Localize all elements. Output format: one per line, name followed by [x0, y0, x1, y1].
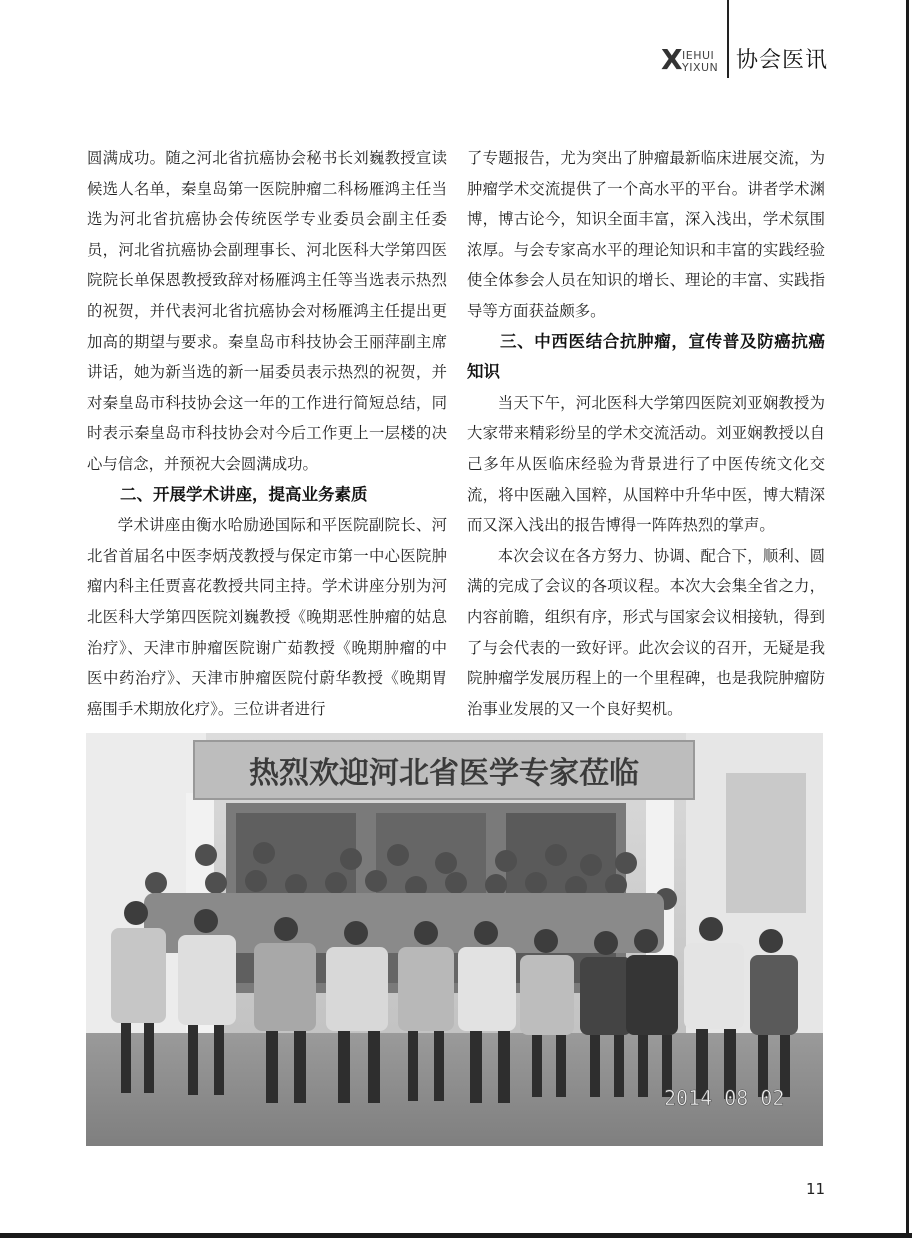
brand-line-1: IEHUI [682, 49, 715, 62]
page-number: 11 [806, 1180, 826, 1198]
group-photo [86, 733, 823, 1146]
left-paragraph-1: 圆满成功。随之河北省抗癌协会秘书长刘巍教授宣读候选人名单，秦皇岛第一医院肿瘤二科杨雁鸿主任当选为河北省抗癌协会传统医学专业委员会副主任委员，河北省抗癌协会副理事长、河北医科大学第四医院院长单保恩教授致辞对杨雁鸿主任等当选表示热烈的祝贺，并代表河北省抗癌协会对杨雁鸿主任提出更加高的期望与要求。秦皇岛市科技协会王丽萍副主席讲话，她为新当选的新一届委员表示热烈的祝贺，并对秦皇岛市科技协会这一年的工作进行简短总结，同时表示秦皇岛市科技协会对今后工作更上一层楼的决心与信念，并预祝大会圆满成功。 [87, 149, 447, 473]
banner-text: 热烈欢迎河北省医学专家莅临 [249, 756, 639, 791]
header-divider [727, 0, 729, 78]
right-paragraph-3: 本次会议在各方努力、协调、配合下，顺利、圆满的完成了会议的各项议程。本次大会集全省之力，内容前瞻，组织有序，形式与国家会议相接轨，得到了与会代表的一致好评。此次会议的召开，无疑是我院肿瘤学发展历程上的一个里程碑，也是我院肿瘤防治事业发展的又一个良好契机。 [467, 546, 825, 718]
page-border-right [906, 0, 909, 1238]
left-column [87, 143, 447, 724]
photo-date-stamp: 2014 08 02 [664, 1086, 785, 1110]
right-column [467, 143, 825, 724]
section-title: 协会医讯 [736, 48, 829, 73]
heading-section-2: 二、开展学术讲座，提高业务素质 [120, 484, 368, 504]
right-paragraph-1: 了专题报告，尤为突出了肿瘤最新临床进展交流，为肿瘤学术交流提供了一个高水平的平台。讲者学术渊博，博古论今，知识全面丰富，深入浅出，学术氛围浓厚。与会专家高水平的理论知识和丰富的实践经验使全体参会人员在知识的增长、理论的丰富、实践指导等方面获益颇多。 [467, 149, 825, 320]
right-paragraph-2: 当天下午，河北医科大学第四医院刘亚娴教授为大家带来精彩纷呈的学术交流活动。刘亚娴教授以自己多年从医临床经验为背景进行了中医传统文化交流，将中医融入国粹，从国粹中升华中医，博大精深而又深入浅出的报告博得一阵阵热烈的掌声。 [467, 393, 825, 535]
left-paragraph-2: 学术讲座由衡水哈励逊国际和平医院副院长、河北省首届名中医李炳茂教授与保定市第一中心医院肿瘤内科主任贾喜花教授共同主持。学术讲座分别为河北医科大学第四医院刘巍教授《晚期恶性肿瘤的姑息治疗》、天津市肿瘤医院谢广茹教授《晚期肿瘤的中医中药治疗》、天津市肿瘤医院付蔚华教授《晚期胃癌围手术期放化疗》。三位讲者进行 [87, 516, 447, 718]
page-border-bottom [0, 1233, 912, 1238]
brand-logo [661, 43, 721, 76]
heading-section-3: 三、中西医结合抗肿瘤，宣传普及防癌抗癌知识 [467, 331, 825, 382]
brand-line-2: YIXUN [682, 61, 719, 74]
brand-letter: X [661, 43, 683, 76]
